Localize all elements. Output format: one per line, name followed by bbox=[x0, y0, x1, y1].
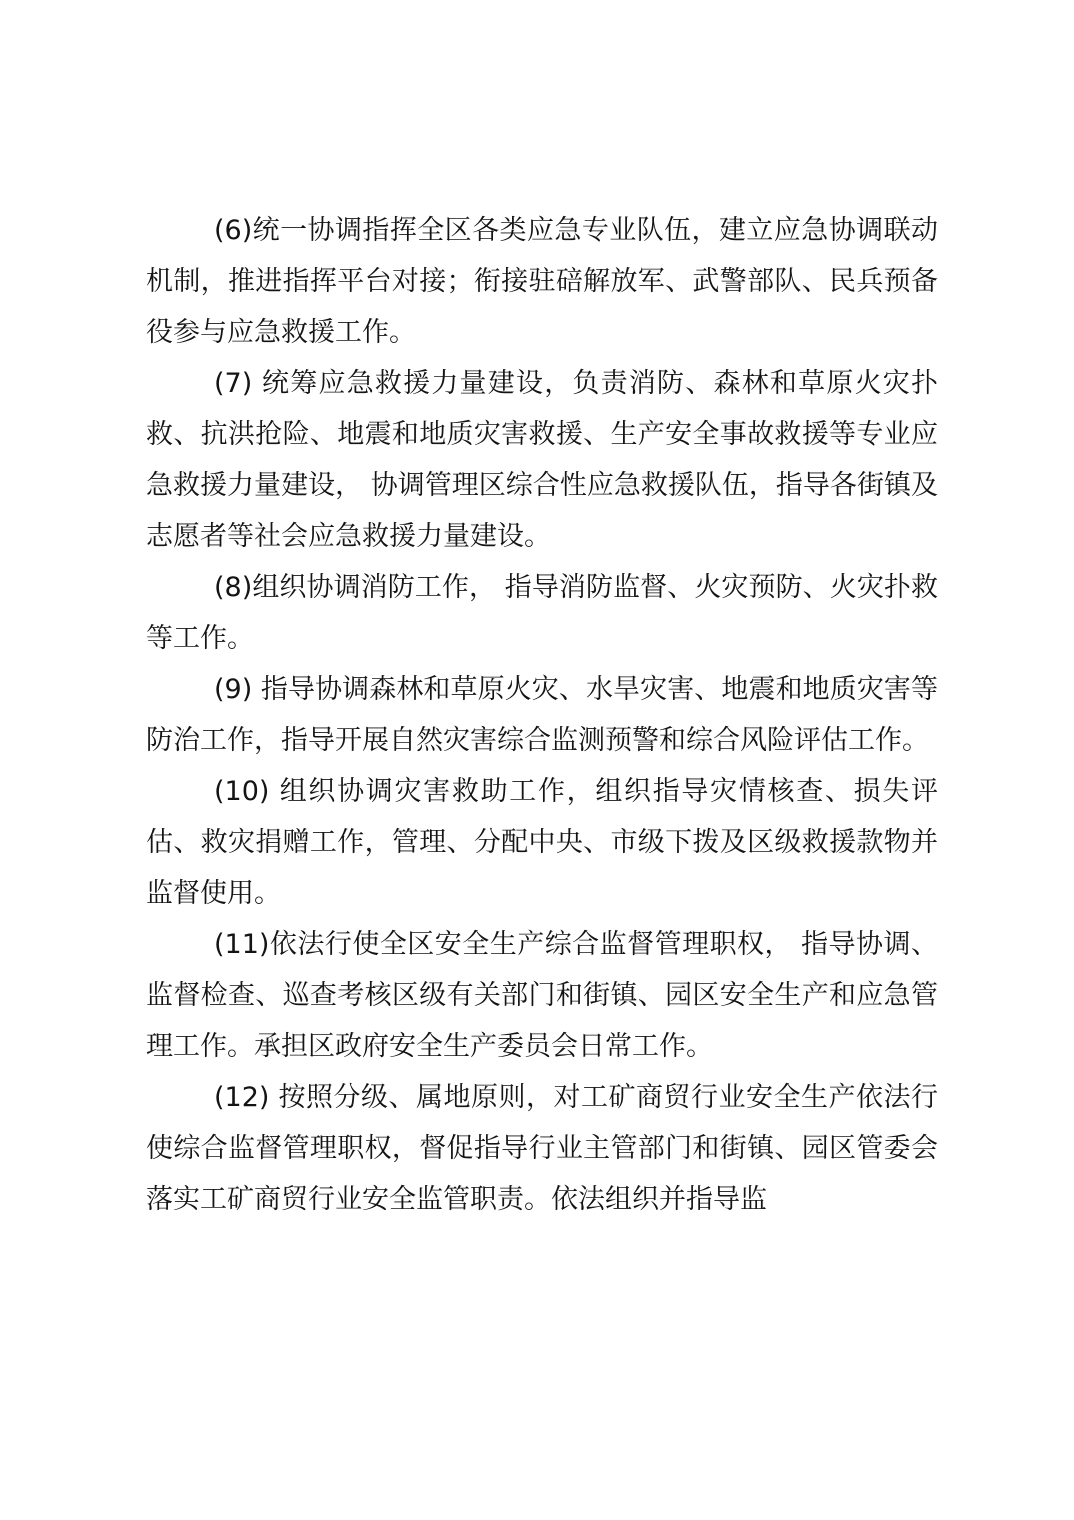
paragraph-item-8: (8)组织协调消防工作， 指导消防监督、火灾预防、火灾扑救等工作。 bbox=[146, 572, 938, 654]
document-body bbox=[146, 205, 938, 1225]
paragraph-item-9: (9) 指导协调森林和草原火灾、水旱灾害、地震和地质灾害等防治工作，指导开展自然灾害综合监测预警和综合风险评估工作。 bbox=[146, 674, 938, 756]
paragraph-item-11: (11)依法行使全区安全生产综合监督管理职权， 指导协调、监督检查、巡查考核区级有关部门和街镇、园区安全生产和应急管理工作。承担区政府安全生产委员会日常工作。 bbox=[146, 929, 938, 1062]
paragraph-item-7: (7) 统筹应急救援力量建设，负责消防、森林和草原火灾扑救、抗洪抢险、地震和地质灾害救援、生产安全事故救援等专业应急救援力量建设， 协调管理区综合性应急救援队伍，指导各街镇及志愿者等社会应急救援力量建设。 bbox=[146, 368, 938, 552]
paragraph-item-10: (10) 组织协调灾害救助工作，组织指导灾情核查、损失评估、救灾捐赠工作，管理、分配中央、市级下拨及区级救援款物并监督使用。 bbox=[146, 776, 938, 909]
paragraph-item-6: (6)统一协调指挥全区各类应急专业队伍，建立应急协调联动机制，推进指挥平台对接；衔接驻碚解放军、武警部队、民兵预备役参与应急救援工作。 bbox=[146, 215, 938, 348]
paragraph-item-12: (12) 按照分级、属地原则，对工矿商贸行业安全生产依法行使综合监督管理职权，督促指导行业主管部门和街镇、园区管委会落实工矿商贸行业安全监管职责。依法组织并指导监 bbox=[146, 1082, 938, 1215]
